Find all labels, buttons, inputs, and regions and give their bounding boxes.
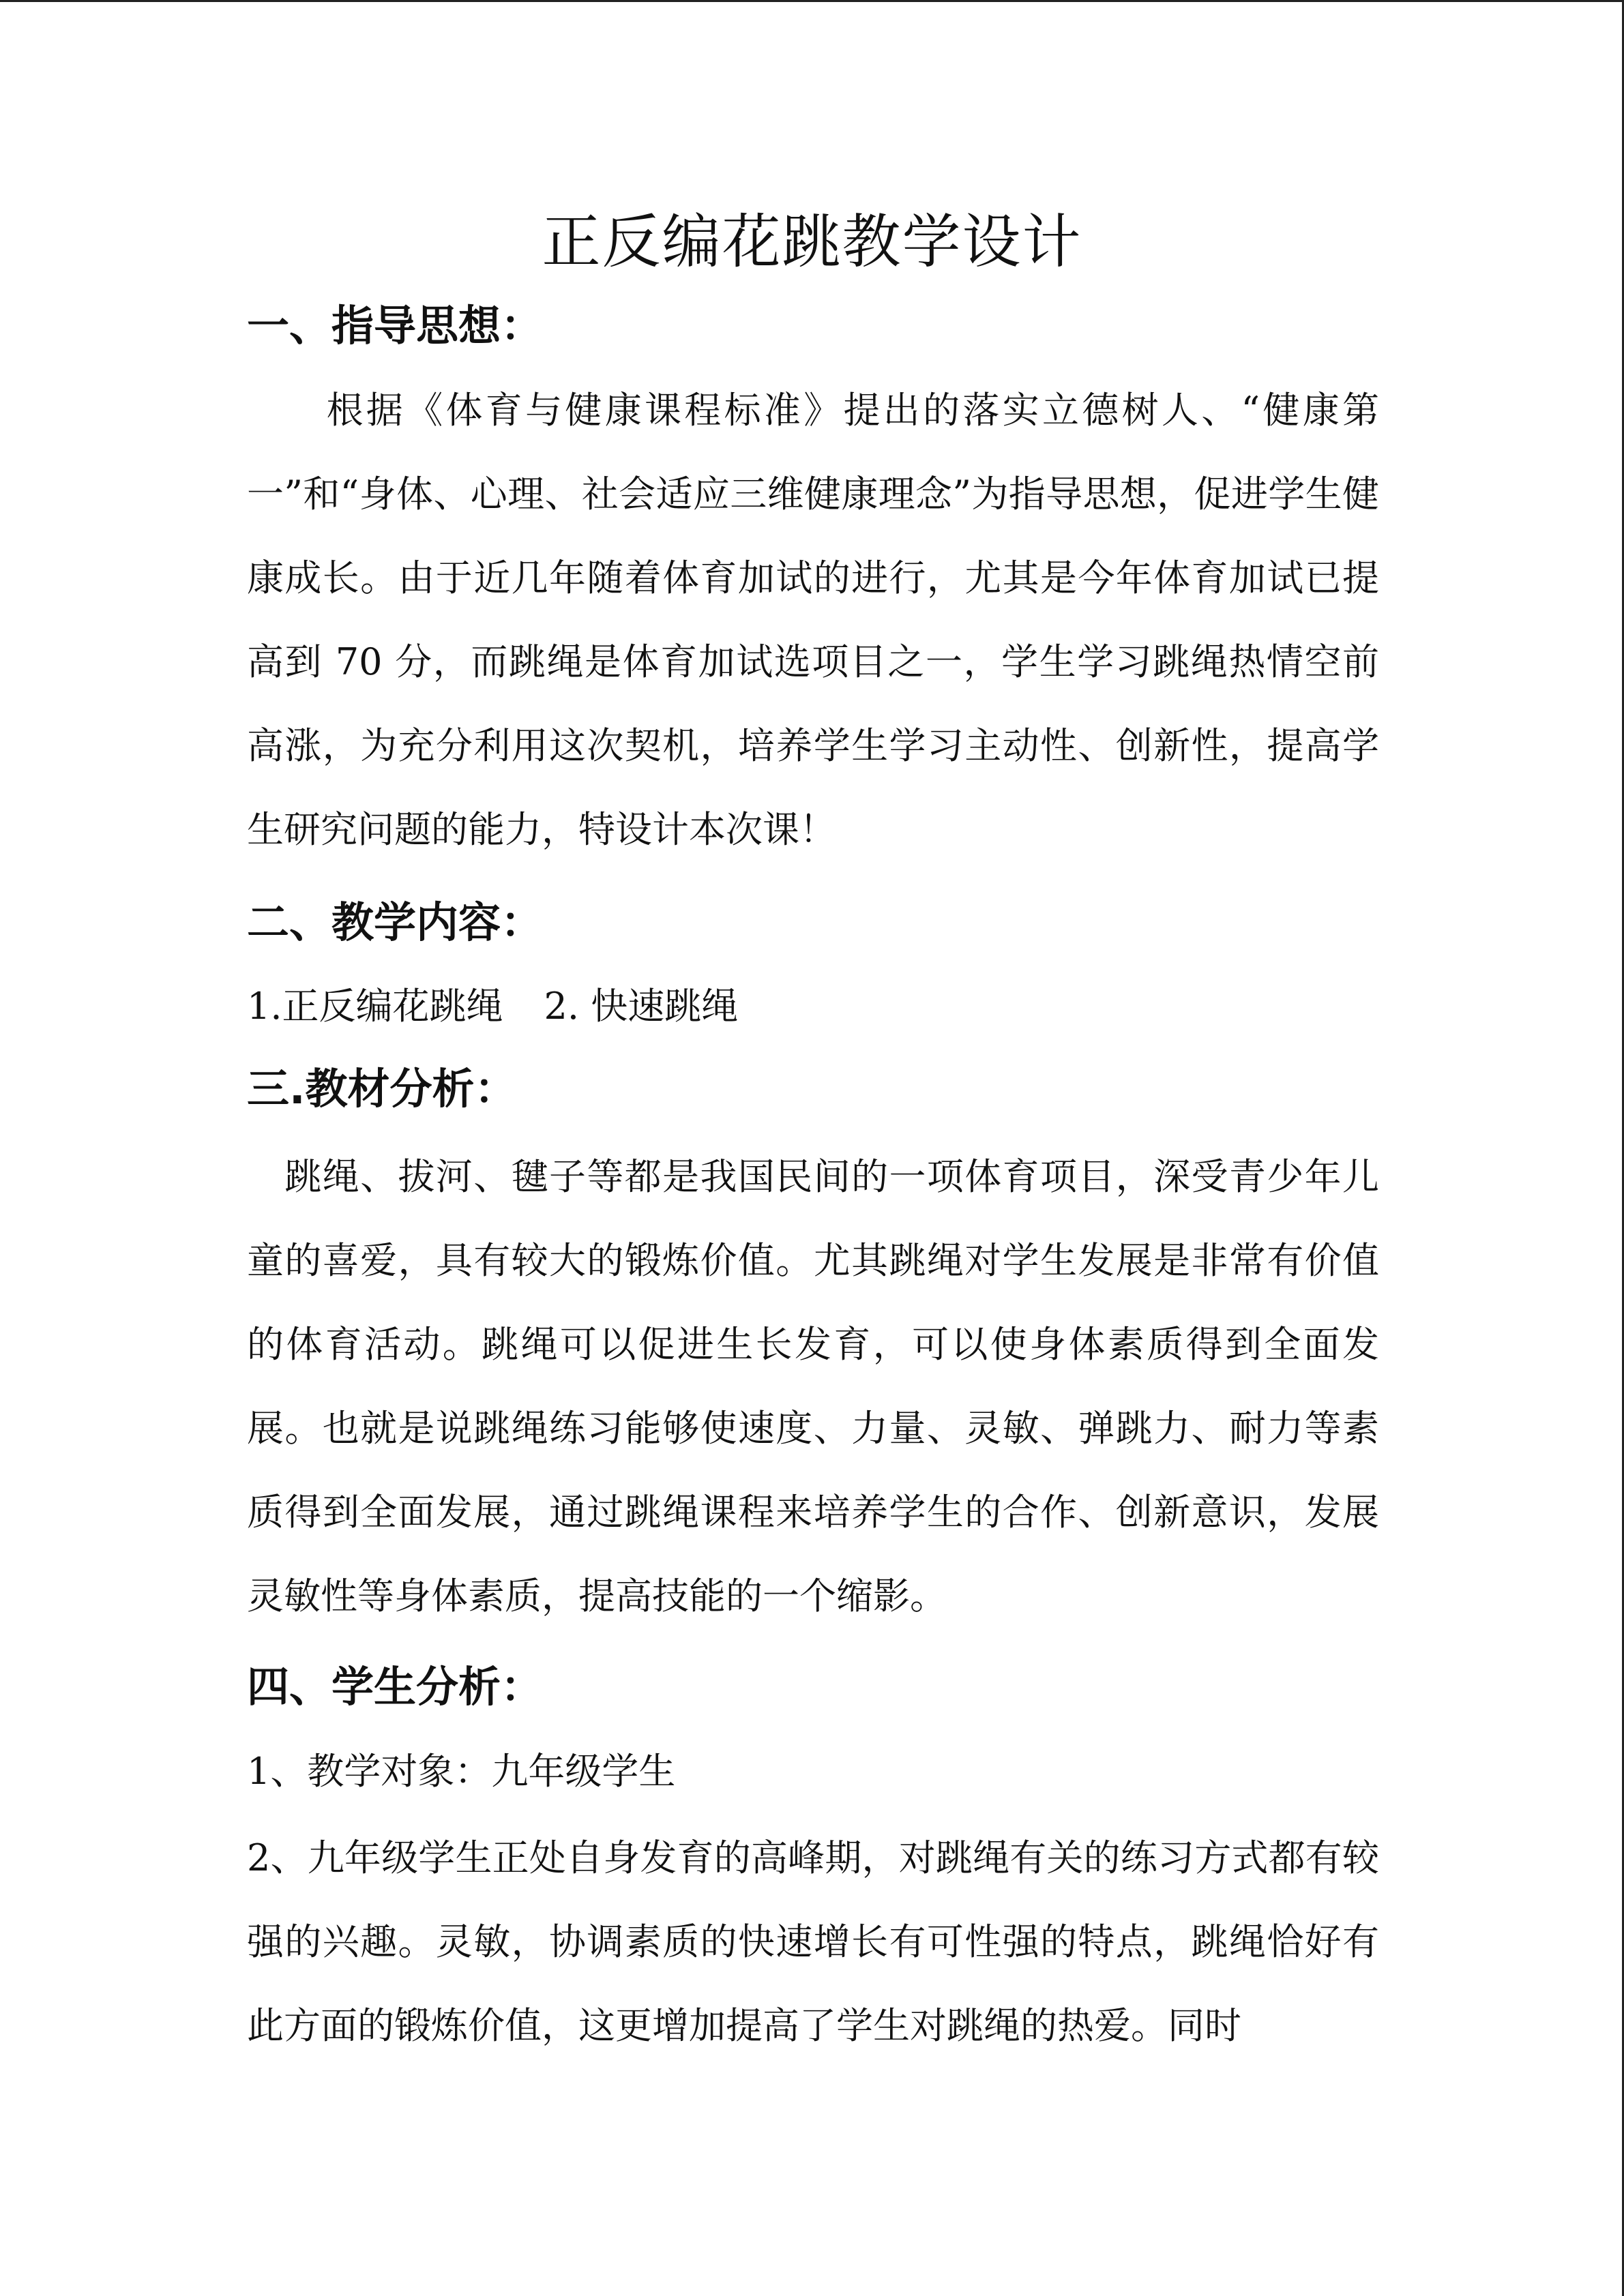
teaching-content-items <box>247 979 738 1034</box>
paragraph-guiding-thought: 根据《体育与健康课程标准》提出的落实立德树人、“健康第一”和“身体、心理、社会适应三维健康理念”为指导思想，促进学生健康成长。由于近几年随着体育加试的进行，尤其是今年体育加试已提高到 70 分，而跳绳是体育加试选项目之一，学生学习跳绳热情空前高涨，为充分利用这次契机，培养学生学习主动性、创新性，提高学生研究问题的能力，特设计本次课！ <box>247 389 1379 851</box>
page-border-top <box>0 0 1624 2</box>
teaching-content-item-1: 1.正反编花跳绳 <box>247 985 503 1028</box>
student-analysis-item-1: 1、教学对象：九年级学生 <box>247 1750 676 1793</box>
heading-student-analysis: 四、学生分析： <box>247 1662 544 1712</box>
teaching-content-item-2: 2. 快速跳绳 <box>544 985 739 1028</box>
heading-material-analysis: 三.教材分析： <box>247 1064 517 1114</box>
heading-teaching-content: 二、教学内容： <box>247 897 544 947</box>
paragraph-material-analysis: 跳绳、拔河、毽子等都是我国民间的一项体育项目，深受青少年儿童的喜爱，具有较大的锻炼价值。尤其跳绳对学生发展是非常有价值的体育活动。跳绳可以促进生长发育，可以使身体素质得到全面发展。也就是说跳绳练习能够使速度、力量、灵敏、弹跳力、耐力等素质得到全面发展，通过跳绳课程来培养学生的合作、创新意识，发展灵敏性等身体素质，提高技能的一个缩影。 <box>247 1155 1379 1617</box>
document-title: 正反编花跳教学设计 <box>542 208 1082 276</box>
heading-guiding-thought: 一、指导思想： <box>247 301 544 351</box>
student-analysis-item-2: 2、九年级学生正处自身发育的高峰期，对跳绳有关的练习方式都有较强的兴趣。灵敏，协调素质的快速增长有可性强的特点，跳绳恰好有此方面的锻炼价值，这更增加提高了学生对跳绳的热爱。同时 <box>247 1836 1379 2047</box>
